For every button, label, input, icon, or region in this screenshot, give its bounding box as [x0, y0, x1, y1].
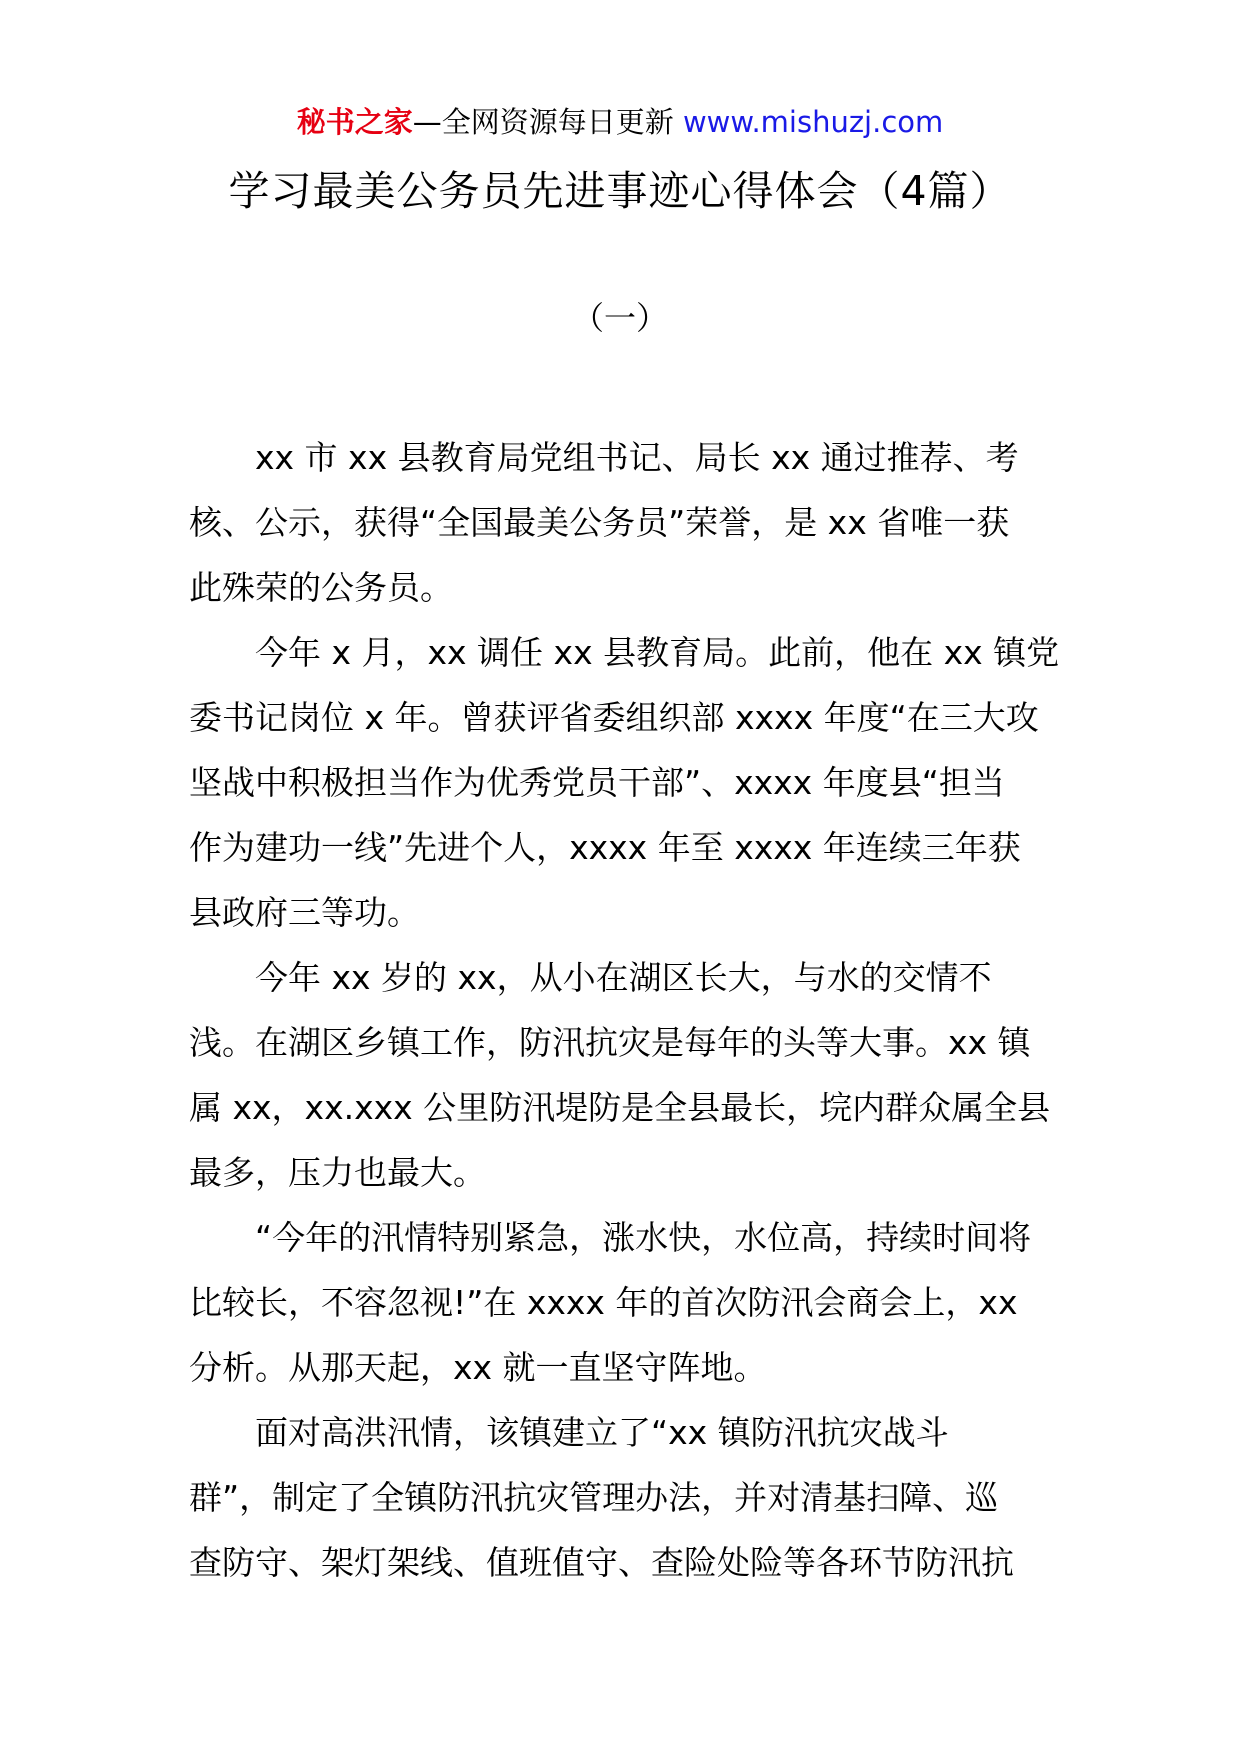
body-text-line: 坚战中积极担当作为优秀党员干部”、xxxx 年度县“担当 [189, 763, 1005, 802]
document-body [189, 425, 1069, 1595]
section-heading: （一） [571, 299, 668, 337]
body-text-line: 最多，压力也最大。 [189, 1153, 486, 1192]
body-text-line: 今年 xx 岁的 xx，从小在湖区长大，与水的交情不 [255, 958, 992, 997]
document-title: 学习最美公务员先进事迹心得体会（4篇） [228, 167, 1012, 215]
body-text-line: 此殊荣的公务员。 [189, 568, 453, 607]
body-text-line: 核、公示，获得“全国最美公务员”荣誉，是 xx 省唯一获 [189, 503, 1010, 542]
body-text-line: 今年 x 月，xx 调任 xx 县教育局。此前，他在 xx 镇党 [255, 633, 1060, 672]
body-text-line: 浅。在湖区乡镇工作，防汛抗灾是每年的头等大事。xx 镇 [189, 1023, 1031, 1062]
body-text-line: 委书记岗位 x 年。曾获评省委组织部 xxxx 年度“在三大攻 [189, 698, 1039, 737]
body-text-line: “今年的汛情特别紧急，涨水快，水位高，持续时间将 [255, 1218, 1032, 1257]
site-url-link[interactable]: www.mishuzj.com [682, 105, 944, 139]
body-text-line: xx 市 xx 县教育局党组书记、局长 xx 通过推荐、考 [255, 438, 1019, 477]
body-text-line: 县政府三等功。 [189, 893, 420, 932]
brand-name: 秘书之家 [296, 105, 413, 139]
body-text-line: 查防守、架灯架线、值班值守、查险处险等各环节防汛抗 [189, 1543, 1014, 1582]
body-text-line: 面对高洪汛情，该镇建立了“xx 镇防汛抗灾战斗 [255, 1413, 949, 1452]
body-text-line: 属 xx，xx.xxx 公里防汛堤防是全县最长，垸内群众属全县 [189, 1088, 1051, 1127]
header-slogan: —全网资源每日更新 [412, 105, 674, 139]
body-text-line: 群”，制定了全镇防汛抗灾管理办法，并对清基扫障、巡 [189, 1478, 999, 1517]
site-header [0, 102, 1240, 142]
body-text-line: 分析。从那天起，xx 就一直坚守阵地。 [189, 1348, 767, 1387]
body-text-line: 作为建功一线”先进个人，xxxx 年至 xxxx 年连续三年获 [189, 828, 1021, 867]
body-text-line: 比较长，不容忽视!”在 xxxx 年的首次防汛会商会上，xx [189, 1283, 1018, 1322]
